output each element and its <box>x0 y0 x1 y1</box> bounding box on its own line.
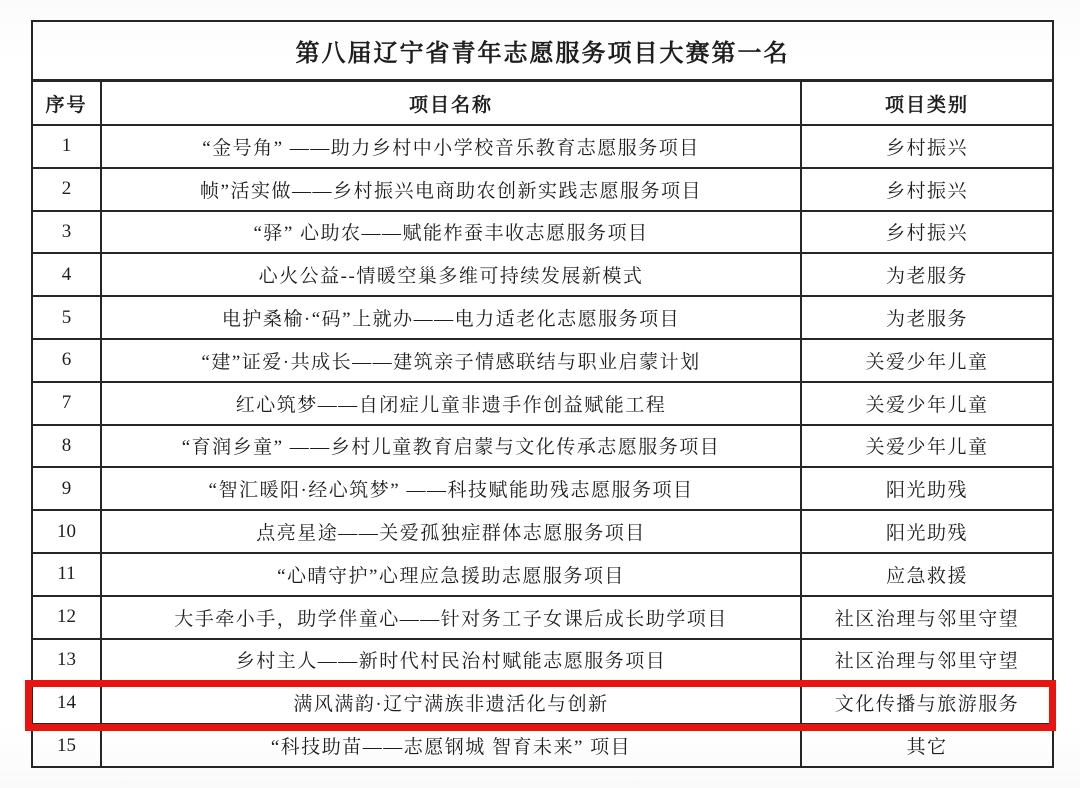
table-header-row <box>32 81 1053 126</box>
table-row <box>32 211 1053 254</box>
project-category-cell: 文化传播与旅游服务 <box>801 681 1053 724</box>
project-name-cell: “建”证爱·共成长——建筑亲子情感联结与职业启蒙计划 <box>101 339 801 382</box>
row-number-cell: 7 <box>32 382 101 425</box>
table-row <box>32 339 1053 382</box>
project-category-cell: 为老服务 <box>801 296 1053 339</box>
project-name-cell: “智汇暖阳·经心筑梦” ——科技赋能助残志愿服务项目 <box>101 467 801 510</box>
project-name-cell: “科技助苗——志愿钢城 智育未来” 项目 <box>101 724 801 767</box>
row-number-cell: 4 <box>32 253 101 296</box>
table-row <box>32 553 1053 596</box>
table-title-row <box>32 21 1053 81</box>
project-category-cell: 社区治理与邻里守望 <box>801 639 1053 682</box>
project-name-cell: 心火公益--情暖空巢多维可持续发展新模式 <box>101 253 801 296</box>
row-number-cell: 8 <box>32 425 101 468</box>
table-row <box>32 467 1053 510</box>
project-name-cell: “驿” 心助农——赋能柞蚕丰收志愿服务项目 <box>101 211 801 254</box>
table-row <box>32 253 1053 296</box>
project-category-cell: 应急救援 <box>801 553 1053 596</box>
project-name-cell: 满风满韵·辽宁满族非遗活化与创新 <box>101 681 801 724</box>
project-name-cell: “心晴守护”心理应急援助志愿服务项目 <box>101 553 801 596</box>
table-row <box>32 724 1053 767</box>
column-header-index: 序号 <box>32 81 101 126</box>
project-name-cell: 乡村主人——新时代村民治村赋能志愿服务项目 <box>101 639 801 682</box>
table-row <box>32 639 1053 682</box>
table-row <box>32 510 1053 553</box>
project-name-cell: 帧”活实做——乡村振兴电商助农创新实践志愿服务项目 <box>101 168 801 211</box>
project-name-cell: “育润乡童” ——乡村儿童教育启蒙与文化传承志愿服务项目 <box>101 425 801 468</box>
row-number-cell: 12 <box>32 596 101 639</box>
column-header-project-name: 项目名称 <box>101 81 801 126</box>
row-number-cell: 10 <box>32 510 101 553</box>
row-number-cell: 13 <box>32 639 101 682</box>
row-number-cell: 9 <box>32 467 101 510</box>
row-number-cell: 2 <box>32 168 101 211</box>
project-category-cell: 其它 <box>801 724 1053 767</box>
project-category-cell: 为老服务 <box>801 253 1053 296</box>
project-category-cell: 关爱少年儿童 <box>801 382 1053 425</box>
project-name-cell: 点亮星途——关爱孤独症群体志愿服务项目 <box>101 510 801 553</box>
table-row <box>32 425 1053 468</box>
table-row <box>32 296 1053 339</box>
project-category-cell: 乡村振兴 <box>801 125 1053 168</box>
row-number-cell: 14 <box>32 681 101 724</box>
project-category-cell: 阳光助残 <box>801 467 1053 510</box>
column-header-project-category: 项目类别 <box>801 81 1053 126</box>
row-number-cell: 5 <box>32 296 101 339</box>
row-number-cell: 11 <box>32 553 101 596</box>
project-name-cell: 红心筑梦——自闭症儿童非遗手作创益赋能工程 <box>101 382 801 425</box>
row-number-cell: 6 <box>32 339 101 382</box>
project-category-cell: 关爱少年儿童 <box>801 339 1053 382</box>
table-row <box>32 168 1053 211</box>
table-row <box>32 382 1053 425</box>
project-category-cell: 乡村振兴 <box>801 168 1053 211</box>
table-row <box>32 125 1053 168</box>
row-number-cell: 3 <box>32 211 101 254</box>
table-body <box>32 125 1053 767</box>
awards-table <box>31 20 1054 768</box>
project-category-cell: 乡村振兴 <box>801 211 1053 254</box>
table-row <box>32 681 1053 724</box>
project-category-cell: 关爱少年儿童 <box>801 425 1053 468</box>
project-category-cell: 阳光助残 <box>801 510 1053 553</box>
project-name-cell: 电护桑榆·“码”上就办——电力适老化志愿服务项目 <box>101 296 801 339</box>
project-name-cell: “金号角” ——助力乡村中小学校音乐教育志愿服务项目 <box>101 125 801 168</box>
table-title: 第八届辽宁省青年志愿服务项目大赛第一名 <box>32 21 1053 81</box>
project-category-cell: 社区治理与邻里守望 <box>801 596 1053 639</box>
table-row <box>32 596 1053 639</box>
project-name-cell: 大手牵小手，助学伴童心——针对务工子女课后成长助学项目 <box>101 596 801 639</box>
row-number-cell: 1 <box>32 125 101 168</box>
row-number-cell: 15 <box>32 724 101 767</box>
